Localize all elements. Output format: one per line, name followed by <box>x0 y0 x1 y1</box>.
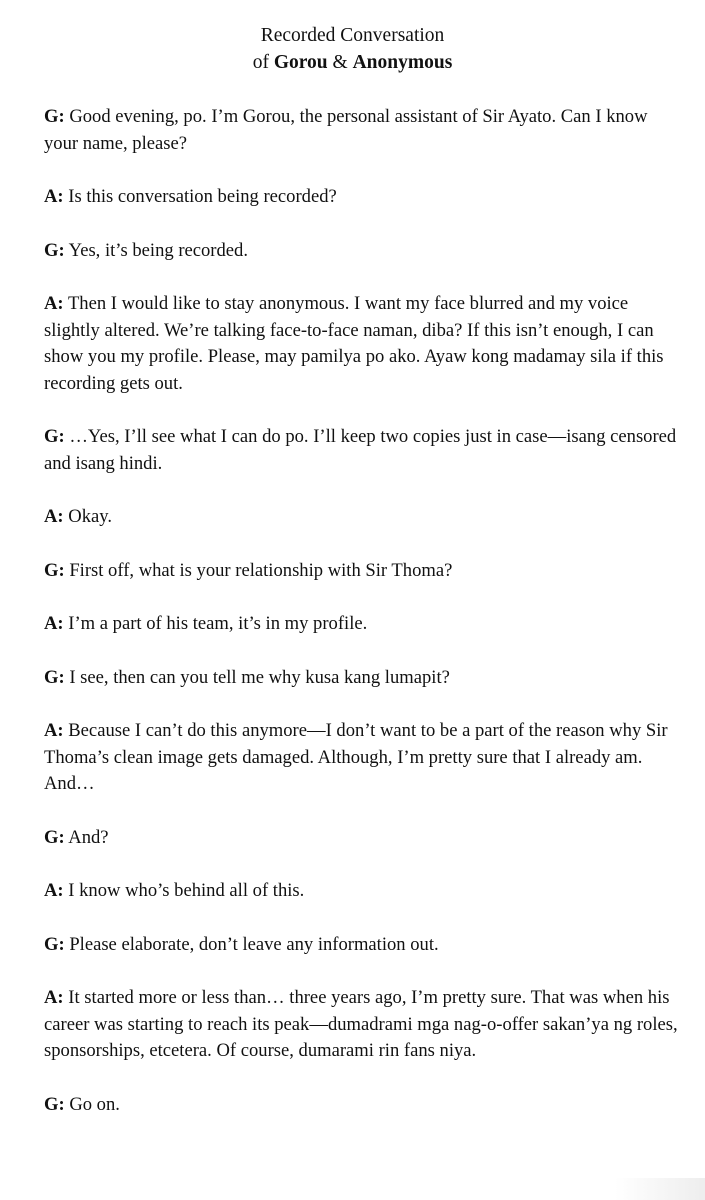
transcript-line <box>44 504 684 531</box>
line-text: Because I can’t do this anymore—I don’t want to be a part of the reason why Sir Thoma’s clean image gets damaged. Although, I’m pretty sure that I already am. And… <box>44 720 668 794</box>
speaker-label: A: <box>44 506 64 527</box>
transcript-line <box>44 985 684 1065</box>
line-text: Okay. <box>68 506 112 527</box>
line-text: First off, what is your relationship with Sir Thoma? <box>69 559 453 581</box>
transcript-line <box>44 1092 684 1119</box>
transcript-body <box>44 104 684 1145</box>
speaker-label: A: <box>44 186 64 207</box>
line-text: Then I would like to stay anonymous. I want my face blurred and my voice slightly altered. We’re talking face-to-face naman, diba? If this isn’t enough, I can show you my profile. Please, may pamilya po ako. Ayaw kong madamay sila if this recording gets out. <box>44 293 664 394</box>
speaker-label: G: <box>44 666 65 688</box>
transcript-line <box>44 932 684 959</box>
line-text: Please elaborate, don’t leave any information out. <box>69 933 439 955</box>
transcript-line <box>44 424 684 477</box>
transcript-line <box>44 611 684 638</box>
line-text: …Yes, I’ll see what I can do po. I’ll keep two copies just in case—isang censored and isang hindi. <box>44 426 677 474</box>
line-text: Yes, it’s being recorded. <box>68 239 248 261</box>
line-text: It started more or less than… three years ago, I’m pretty sure. That was when his career was starting to reach its peak—dumadrami mga nag-o-offer sakan’ya ng roles, sponsorships, etcetera. Of course, dumarami rin fans niya. <box>44 987 678 1061</box>
ampersand: & <box>332 52 348 73</box>
line-text: I know who’s behind all of this. <box>68 880 305 901</box>
line-text: And? <box>68 826 109 848</box>
transcript-line <box>44 558 684 585</box>
corner-shadow <box>615 1178 705 1200</box>
line-text: Is this conversation being recorded? <box>68 186 337 207</box>
speaker-label: A: <box>44 613 64 634</box>
subtitle-prefix: of <box>252 52 269 73</box>
line-text: I see, then can you tell me why kusa kang lumapit? <box>69 666 450 688</box>
participant-gorou: Gorou <box>273 52 328 73</box>
participant-anonymous: Anonymous <box>352 52 453 73</box>
speaker-label: G: <box>44 106 65 127</box>
transcript-line <box>44 878 684 905</box>
speaker-label: G: <box>44 1093 65 1115</box>
speaker-label: G: <box>44 426 65 447</box>
speaker-label: A: <box>44 987 64 1008</box>
speaker-label: G: <box>44 826 65 848</box>
transcript-line <box>44 665 684 692</box>
document-subtitle <box>0 49 705 76</box>
speaker-label: A: <box>44 720 64 741</box>
transcript-line <box>44 184 684 211</box>
transcript-line <box>44 718 684 798</box>
document-title: Recorded Conversation <box>260 25 445 46</box>
speaker-label: A: <box>44 293 64 314</box>
transcript-line <box>44 291 684 397</box>
line-text: I’m a part of his team, it’s in my profile. <box>68 613 368 634</box>
transcript-line <box>44 238 684 265</box>
line-text: Good evening, po. I’m Gorou, the personal assistant of Sir Ayato. Can I know your name, please? <box>44 106 648 154</box>
transcript-line <box>44 104 684 157</box>
speaker-label: G: <box>44 559 65 581</box>
transcript-line <box>44 825 684 852</box>
document-header <box>0 22 705 76</box>
speaker-label: G: <box>44 239 65 261</box>
speaker-label: G: <box>44 933 65 955</box>
line-text: Go on. <box>69 1093 120 1115</box>
speaker-label: A: <box>44 880 64 901</box>
